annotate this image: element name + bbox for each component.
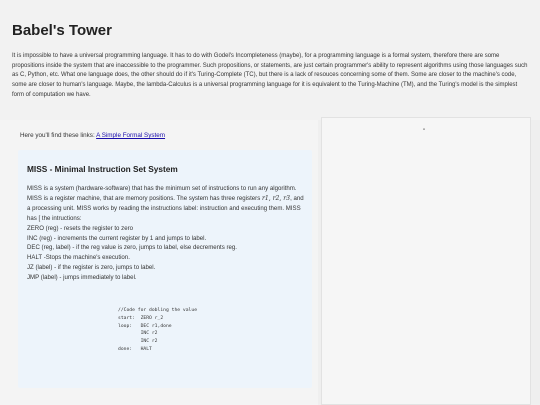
quote-icon: " bbox=[423, 129, 426, 135]
links-line bbox=[20, 132, 165, 139]
card-title: MISS - Minimal Instruction Set System bbox=[27, 164, 178, 174]
right-panel bbox=[321, 117, 531, 405]
links-prefix: Here you'll find these links: bbox=[20, 132, 97, 139]
instruction-item: INC (reg) - increments the current register by 1 and jumps to label. bbox=[27, 234, 207, 242]
formal-system-link[interactable]: A Simple Formal System bbox=[96, 132, 166, 139]
registers-math: r1, r2, r3 bbox=[261, 194, 291, 202]
instruction-item: JMP (label) - jumps immediately to label. bbox=[27, 274, 137, 282]
description-start: MISS is a system (hardware-software) that has the minimum set of instructions to run any algorithm. MISS is a register machine, that are memory positions. The system has three registers bbox=[27, 185, 297, 202]
instruction-item: HALT -Stops the machine's execution. bbox=[27, 254, 130, 262]
page-title: Babel's Tower bbox=[12, 22, 112, 39]
card-body bbox=[27, 184, 307, 283]
code-block: //Code for dobling the value start: ZERO r_2 loop: DEC r1,done INC r2 INC r2 done: HALT bbox=[118, 308, 198, 352]
instruction-item: DEC (reg, label) - if the reg value is zero, jumps to label, else decrements reg. bbox=[27, 244, 237, 252]
instruction-item: JZ (label) - if the register is zero, jumps to label. bbox=[27, 264, 156, 272]
card-description bbox=[27, 184, 307, 224]
description-end: , and a processing unit. MISS works by reading the instructions label: instruction and executing them. MISS has [ the intructions: bbox=[27, 194, 304, 222]
intro-paragraph: It is impossible to have a universal programming language. It has to do with Godel's Incompleteness (maybe), for a programming language is a formal system, therefore there are some propositions inside the system that are inaccessible to the programmer. Such propositions, or statements, are just certain programmer's ability to represent algorithms using those languages such as C, Python, etc. What one language does, the other should do if it's Turing-Complete (TC), but there is a lack of resouces concerning some of them. Some are closer to the machine's code, some are closer to human's language. Maybe, the lambda-Calculus is a universal programming language for it is equivalent to the Turing-Machine (TM), and the Turing's model is the simplest form of computation we have. bbox=[12, 53, 528, 98]
instruction-item: ZERO (reg) - resets the register to zero bbox=[27, 224, 133, 232]
